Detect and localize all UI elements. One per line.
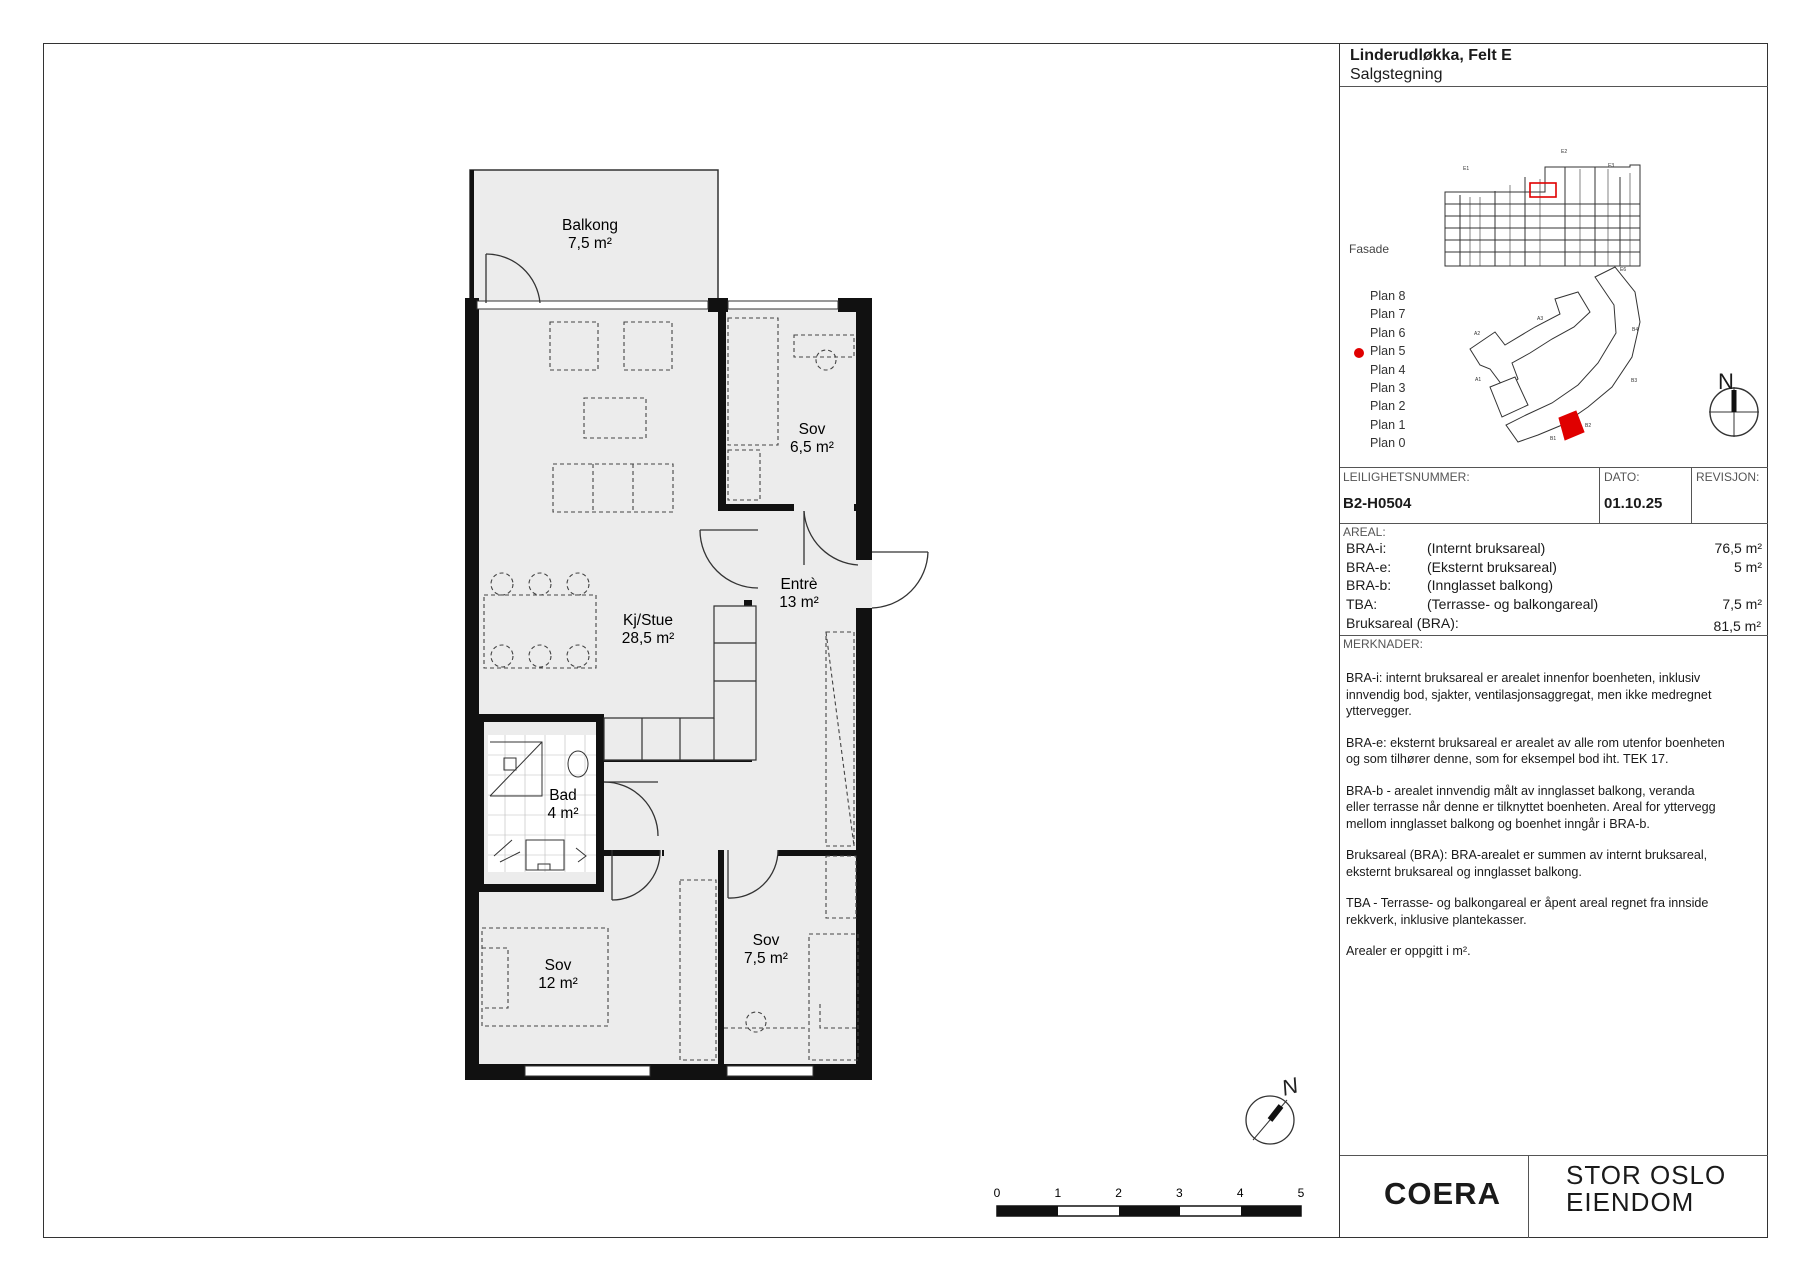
project-title: Linderudløkka, Felt E <box>1350 47 1512 64</box>
room-area-2: 13 m² <box>779 594 819 611</box>
svg-text:E1: E1 <box>1463 166 1470 172</box>
note-paragraph <box>1346 670 1766 720</box>
note-paragraph <box>1346 943 1766 960</box>
floor-label: Plan 5 <box>1370 344 1406 359</box>
room-name-3: Kj/Stue <box>623 612 673 629</box>
room-area-5: 12 m² <box>538 975 578 992</box>
facade-label: Fasade <box>1349 242 1390 256</box>
room-area-1: 6,5 m² <box>790 439 834 456</box>
date-label: DATO: <box>1604 470 1640 484</box>
area-value: 76,5 m² <box>1714 540 1762 556</box>
site-plan <box>1470 267 1640 442</box>
svg-text:B2: B2 <box>1585 423 1592 429</box>
svg-text:A2: A2 <box>1474 331 1481 337</box>
stor-oslo-logo-line2: EIENDOM <box>1566 1187 1695 1217</box>
svg-text:B1: B1 <box>1550 436 1557 442</box>
area-desc: (Terrasse- og balkongareal) <box>1427 595 1599 612</box>
floor-item-7[interactable] <box>1350 307 1405 321</box>
note-paragraph <box>1346 783 1766 833</box>
drawing-type: Salgstegning <box>1350 66 1443 83</box>
unit-number-value: B2-H0504 <box>1343 495 1412 512</box>
floor-label: Plan 7 <box>1370 307 1406 322</box>
note-line: BRA-i: internt bruksareal er arealet innenfor boenheten, inklusiv <box>1346 671 1701 685</box>
svg-text:E3: E3 <box>1608 163 1615 169</box>
floor-item-3[interactable] <box>1350 381 1405 395</box>
scale-tick-4: 4 <box>1236 1186 1244 1200</box>
room-area-6: 7,5 m² <box>744 950 788 967</box>
note-line: Arealer er oppgitt i m². <box>1346 944 1471 958</box>
note-paragraph <box>1346 895 1766 928</box>
area-value: 7,5 m² <box>1722 595 1762 612</box>
area-row <box>1340 596 1769 614</box>
scale-tick-0: 0 <box>993 1186 1001 1200</box>
notes-text <box>1346 670 1766 975</box>
floor-item-6[interactable] <box>1350 326 1405 340</box>
area-row <box>1340 540 1769 558</box>
note-line: mellom innglasset balkong og boenhet inngår i BRA-b. <box>1346 816 1650 831</box>
area-heading: AREAL: <box>1343 525 1386 539</box>
note-line: Bruksareal (BRA): BRA-arealet er summen av internt bruksareal, <box>1346 848 1708 862</box>
floor-item-8[interactable] <box>1350 289 1405 303</box>
floor-item-2[interactable] <box>1350 399 1405 413</box>
floor-item-4[interactable] <box>1350 363 1405 377</box>
north-arrow-plan <box>1246 1096 1294 1144</box>
note-line: eller terrasse når denne er tilknyttet boenheten. Areal for yttervegg <box>1346 800 1716 814</box>
room-area-4: 4 m² <box>547 805 579 822</box>
notes-heading: MERKNADER: <box>1343 637 1424 651</box>
coera-logo: COERA <box>1384 1176 1501 1211</box>
unit-number-label: LEILIGHETSNUMMER: <box>1343 470 1470 484</box>
area-desc: (Innglasset balkong) <box>1427 577 1554 593</box>
area-code: BRA-b: <box>1346 577 1392 593</box>
room-area-0: 7,5 m² <box>568 235 612 252</box>
note-line: rekkverk, inklusive plantekasser. <box>1346 912 1527 927</box>
facade-elevation <box>1445 165 1640 266</box>
room-area-3: 28,5 m² <box>621 630 675 647</box>
svg-text:A1: A1 <box>1475 377 1482 383</box>
active-floor-dot <box>1354 348 1364 358</box>
bra-total-value: 81,5 m² <box>1713 618 1761 634</box>
room-name-5: Sov <box>544 957 572 974</box>
room-name-1: Sov <box>798 421 826 438</box>
area-desc: (Internt bruksareal) <box>1427 540 1546 556</box>
svg-text:E6: E6 <box>1620 267 1627 273</box>
note-line: og som tilhører denne, som for eksempel bod iht. TEK 17. <box>1346 752 1669 766</box>
floor-label: Plan 4 <box>1370 362 1406 377</box>
north-label-keyplan: N <box>1718 369 1734 394</box>
floor-item-1[interactable] <box>1350 418 1405 432</box>
note-line: BRA-b - arealet innvendig målt av innglasset balkong, veranda <box>1346 783 1695 798</box>
svg-text:E2: E2 <box>1561 149 1568 155</box>
note-line: TBA - Terrasse- og balkongareal er åpent areal regnet fra innside <box>1346 896 1709 910</box>
area-code: BRA-i: <box>1346 540 1387 556</box>
svg-text:B3: B3 <box>1631 378 1638 384</box>
scale-tick-2: 2 <box>1115 1186 1122 1200</box>
floor-item-5[interactable] <box>1350 344 1405 358</box>
area-code: BRA-e: <box>1346 558 1392 575</box>
area-value: 5 m² <box>1734 558 1762 575</box>
title-block-panel <box>1339 43 1768 1238</box>
note-paragraph <box>1346 735 1766 768</box>
area-row <box>1340 577 1769 595</box>
svg-text:A3: A3 <box>1537 316 1544 322</box>
note-paragraph <box>1346 847 1766 880</box>
stor-oslo-logo-line1: STOR OSLO <box>1566 1160 1727 1190</box>
floor-item-0[interactable] <box>1350 436 1405 450</box>
scale-tick-3: 3 <box>1176 1186 1183 1200</box>
bra-total-label: Bruksareal (BRA): <box>1346 615 1459 631</box>
room-name-6: Sov <box>752 932 780 949</box>
floor-label: Plan 2 <box>1370 399 1406 414</box>
floor-label: Plan 6 <box>1370 325 1406 340</box>
revision-label: REVISJON: <box>1696 470 1760 484</box>
apartment-floor <box>470 303 870 1078</box>
scale-tick-5: 5 <box>1297 1186 1305 1200</box>
floor-label: Plan 8 <box>1370 289 1406 303</box>
svg-text:B4: B4 <box>1632 327 1639 333</box>
floor-label: Plan 0 <box>1370 436 1406 451</box>
scale-tick-1: 1 <box>1054 1186 1062 1200</box>
floor-label: Plan 3 <box>1370 381 1406 395</box>
note-line: BRA-e: eksternt bruksareal er arealet av alle rom utenfor boenheten <box>1346 735 1725 750</box>
room-name-0: Balkong <box>561 217 619 234</box>
scale-bar <box>997 1206 1301 1216</box>
stor-oslo-logo <box>1566 1162 1726 1216</box>
north-arrow-keyplan <box>1709 387 1759 437</box>
note-line: eksternt bruksareal og innglasset balkong. <box>1346 864 1582 879</box>
date-value: 01.10.25 <box>1604 495 1663 512</box>
room-name-2: Entrè <box>780 576 818 593</box>
room-name-4: Bad <box>549 787 577 804</box>
north-label-plan: N <box>1278 1072 1301 1101</box>
area-row <box>1340 559 1769 577</box>
area-code: TBA: <box>1346 595 1378 612</box>
area-desc: (Eksternt bruksareal) <box>1427 558 1557 575</box>
note-line: yttervegger. <box>1346 704 1412 718</box>
note-line: innvendig bod, sjakter, ventilasjonsaggregat, men ikke medregnet <box>1346 687 1712 702</box>
floor-label: Plan 1 <box>1370 417 1406 432</box>
